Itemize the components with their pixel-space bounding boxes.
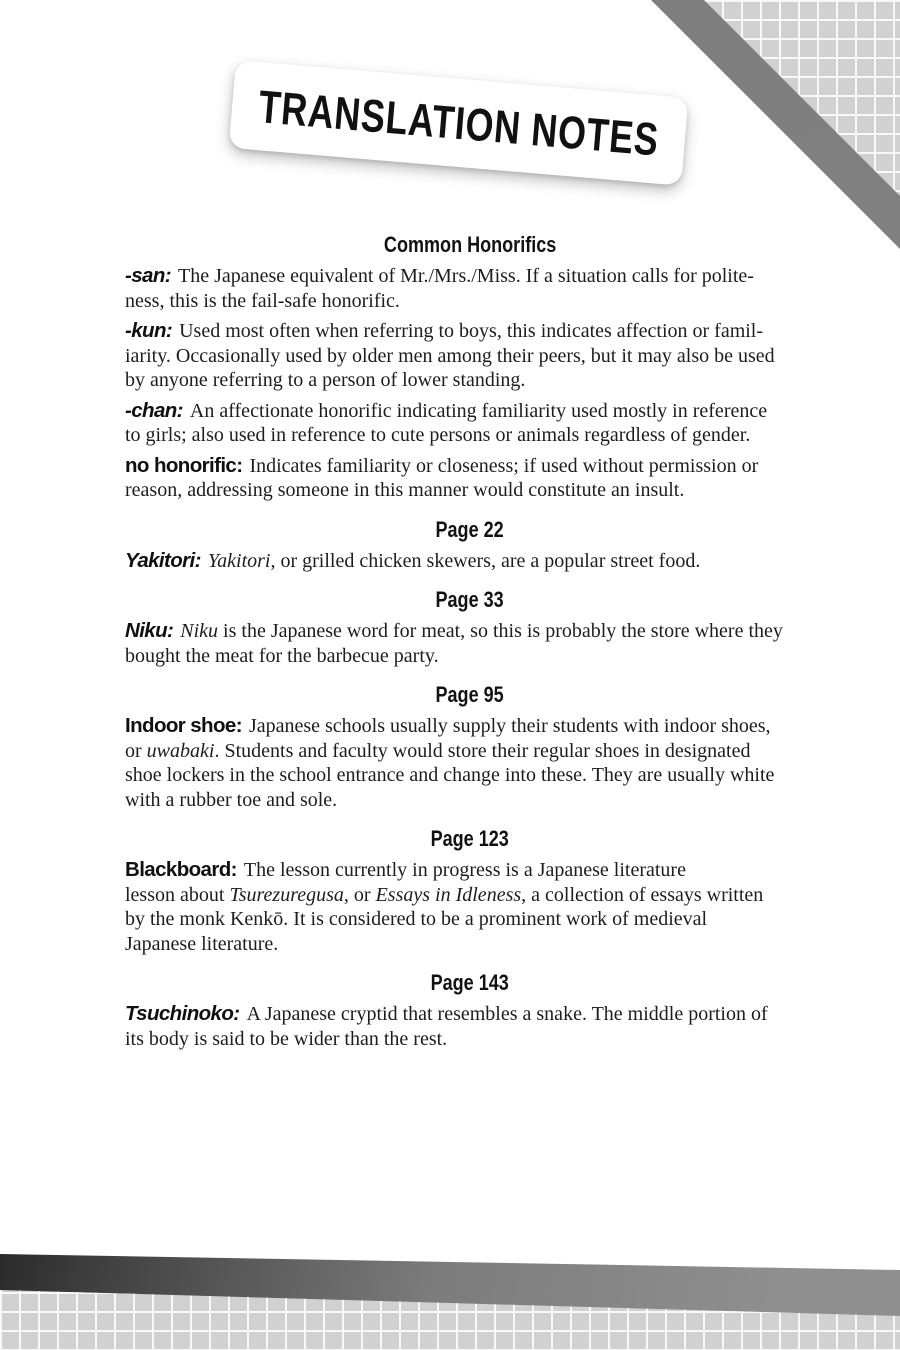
- entry-text: Japanese literature.: [125, 932, 279, 955]
- note-entry: [125, 454, 815, 503]
- term-label: Blackboard:: [125, 858, 237, 881]
- section-heading-text: Page 95: [435, 682, 505, 707]
- term-label: -kun:: [125, 319, 173, 342]
- entry-text: Niku: [180, 620, 219, 642]
- term-label: -chan:: [125, 398, 183, 422]
- page-title: TRANSLATION NOTES: [256, 80, 661, 166]
- term-label: Tsuchinoko:: [125, 1002, 240, 1025]
- term-label: no honorific:: [125, 453, 243, 477]
- entry-text: by the monk Kenkō. It is considered to be a prominent work of medieval: [125, 908, 708, 930]
- term-label: Niku:: [125, 619, 174, 642]
- entry-text: A Japanese cryptid that resembles a snake. The middle portion of: [246, 1003, 768, 1025]
- note-entry: [125, 319, 815, 393]
- note-entry: [125, 399, 815, 448]
- note-entry: [125, 264, 815, 313]
- entry-text: iarity. Occasionally used by older men among their peers, but it may also be used: [125, 344, 775, 367]
- entry-text: The lesson currently in progress is a Japanese literature: [243, 859, 686, 881]
- entry-text: uwabaki: [146, 739, 215, 762]
- note-entry: [125, 714, 815, 812]
- section-heading-text: Page 22: [435, 516, 505, 542]
- term-label: Yakitori:: [125, 548, 201, 572]
- section-heading: [125, 517, 815, 543]
- translation-notes-content: [125, 232, 815, 1051]
- section-heading: [125, 682, 815, 708]
- entry-text: ness, this is the fail-safe honorific.: [125, 289, 400, 312]
- entry-text: bought the meat for the barbecue party.: [125, 644, 439, 667]
- entry-text: lesson about: [125, 883, 230, 906]
- term-label: -san:: [125, 264, 171, 287]
- entry-text: or: [125, 739, 147, 762]
- entry-text: by anyone referring to a person of lower standing.: [125, 369, 526, 391]
- entry-text: to girls; also used in reference to cute persons or animals regardless of gender.: [125, 424, 751, 446]
- entry-text: , or: [343, 883, 376, 906]
- section-heading: [125, 232, 815, 258]
- note-entry: [125, 858, 815, 956]
- entry-text: or grilled chicken skewers, are a popular street food.: [275, 549, 701, 572]
- section-heading-text: Common Honorifics: [383, 232, 557, 257]
- entry-text: with a rubber toe and sole.: [125, 788, 338, 811]
- entry-text: , a collection of essays written: [521, 883, 764, 906]
- entry-text: reason, addressing someone in this manner would constitute an insult.: [125, 479, 685, 501]
- term-label: Indoor shoe:: [125, 714, 242, 737]
- title-plaque: [229, 60, 689, 186]
- entry-text: Used most often when referring to boys, this indicates affection or famil-: [179, 320, 764, 342]
- section-heading-text: Page 123: [430, 826, 510, 851]
- entry-text: Indicates familiarity or closeness; if used without permission or: [249, 454, 759, 477]
- entry-text: is the Japanese word for meat, so this is probably the store where they: [218, 620, 783, 642]
- entry-text: . Students and faculty would store their regular shoes in designated: [214, 739, 751, 762]
- entry-text: Yakitori,: [207, 549, 276, 572]
- entry-text: shoe lockers in the school entrance and change into these. They are usually white: [125, 764, 775, 786]
- entry-text: its body is said to be wider than the rest.: [125, 1027, 448, 1050]
- entry-text: Tsurezuregusa: [229, 883, 344, 906]
- entry-text: The Japanese equivalent of Mr./Mrs./Miss. If a situation calls for polite-: [177, 265, 754, 287]
- entry-text: Japanese schools usually supply their students with indoor shoes,: [248, 715, 771, 737]
- entry-text: Essays in Idleness: [375, 883, 522, 906]
- section-heading: [125, 970, 815, 996]
- note-entry: [125, 549, 815, 574]
- section-heading-text: Page 143: [430, 970, 510, 995]
- section-heading: [125, 826, 815, 852]
- note-entry: [125, 1002, 815, 1051]
- entry-text: An affectionate honorific indicating familiarity used mostly in reference: [189, 399, 768, 422]
- section-heading: [125, 587, 815, 613]
- section-heading-text: Page 33: [435, 587, 505, 612]
- note-entry: [125, 619, 815, 668]
